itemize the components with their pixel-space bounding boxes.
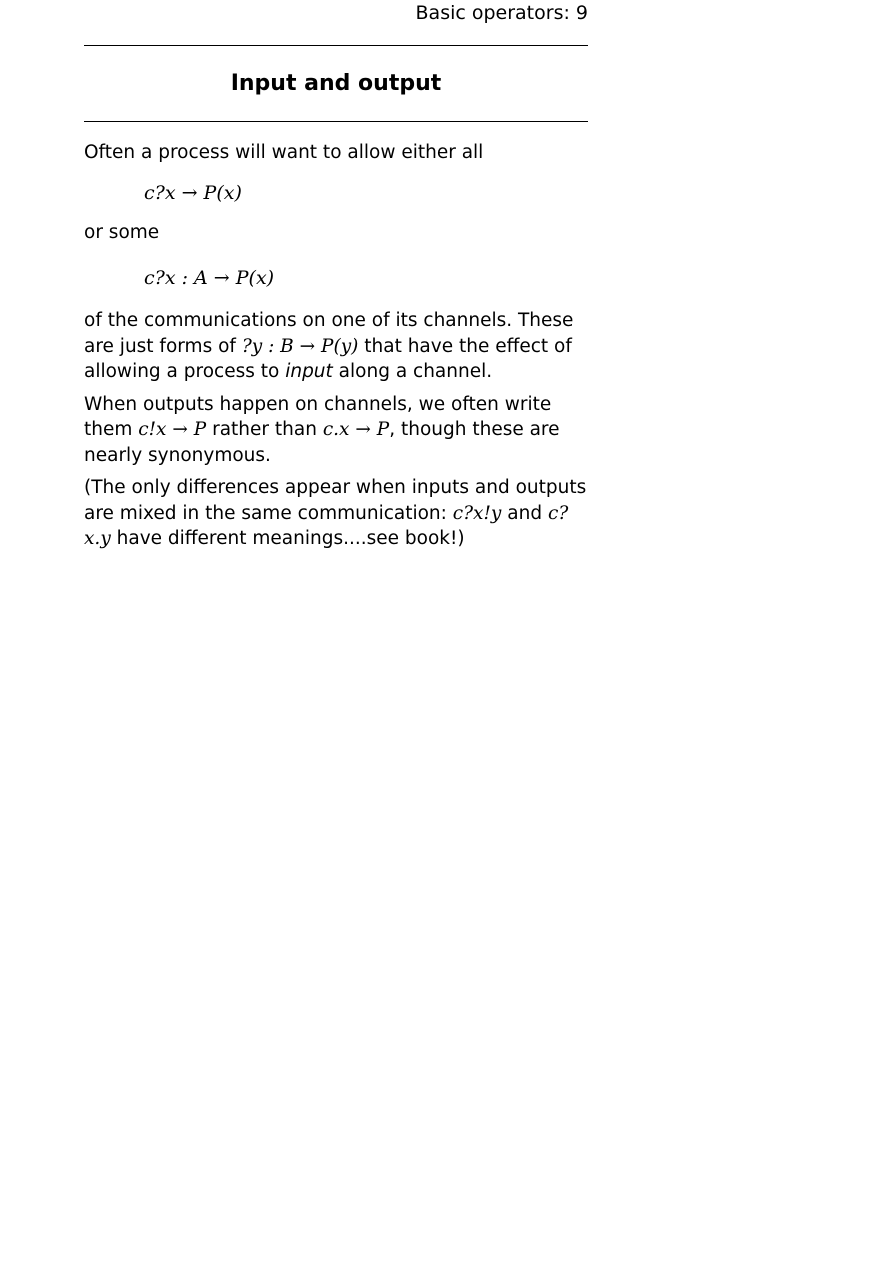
inline-math: c!x → P bbox=[138, 419, 207, 440]
paragraph-outputs: When outputs happen on channels, we often write them c!x → P rather than c.x → P, though these are nearly synonymous. bbox=[84, 393, 560, 466]
running-header: Basic operators: 9 bbox=[415, 2, 588, 24]
inline-math: c?x.y bbox=[84, 502, 569, 549]
bottom-rule bbox=[84, 121, 588, 122]
paragraph-communications: of the communications on one of its channels. These are just forms of ?y : B → P(y) that have the effect of allowing a process to input along a channel. bbox=[84, 310, 574, 382]
page-title: Input and output bbox=[230, 71, 442, 96]
paragraph-differences: (The only differences appear when inputs and outputs are mixed in the same communication: c?x!y and c?x.y have different meanings....see book!) bbox=[84, 477, 587, 549]
top-rule bbox=[84, 45, 588, 46]
emphasis-input: input bbox=[285, 361, 333, 382]
body-text bbox=[84, 140, 594, 552]
display-formula-some: c?x : A → P(x) bbox=[144, 267, 275, 289]
paragraph-or-some: or some bbox=[84, 221, 160, 243]
inline-math: ?y : B → P(y) bbox=[241, 335, 359, 357]
paragraph-intro: Often a process will want to allow either all bbox=[84, 142, 484, 163]
inline-math: c?x!y bbox=[452, 502, 502, 524]
display-formula-all: c?x → P(x) bbox=[144, 181, 242, 204]
inline-math: c.x → P bbox=[322, 419, 390, 440]
